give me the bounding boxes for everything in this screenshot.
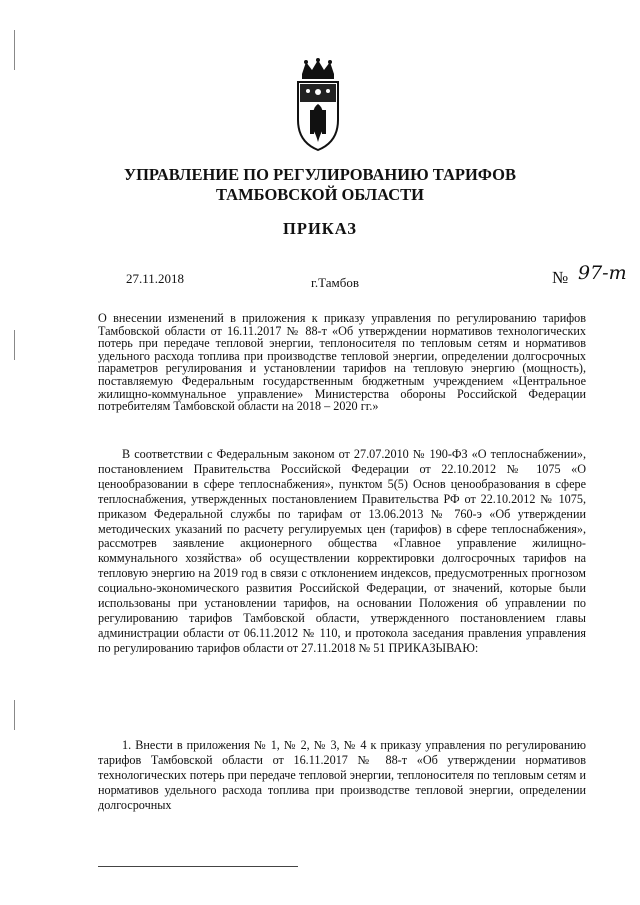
document-number-handwritten: 97-т: [578, 262, 627, 284]
order-item-1: 1. Внести в приложения № 1, № 2, № 3, № 4 к приказу управления по регулированию тарифов Тамбовской области от 16.11.2017 № 88-т «Об утверждении нормативов технологических потерь при передаче тепловой энергии, теплоносителя по тепловым сетям и нормативов удельного расхода топлива при производстве тепловой энергии, определении долгосрочных: [98, 738, 586, 812]
agency-line-1: УПРАВЛЕНИЕ ПО РЕГУЛИРОВАНИЮ ТАРИФОВ: [123, 165, 517, 184]
agency-line-2: ТАМБОВСКОЙ ОБЛАСТИ: [215, 185, 425, 204]
footer-divider: [98, 866, 298, 867]
document-subject: О внесении изменений в приложения к приказу управления по регулированию тарифов Тамбовской области от 16.11.2017 № 88-т «Об утверждении нормативов технологических потерь при передаче тепловой энергии, теплоносителя по тепловым сетям и нормативов удельного расхода топлива при производстве тепловой энергии, определении долгосрочных параметров регулирования и установлении тарифов на тепловую энергию (мощность), поставляемую Федеральным государственным бюджетным учреждением «Центральное жилищно-коммунальное управление» Министерства обороны Российской Федерации потребителям Тамбовской области на 2018 – 2020 гг.»: [98, 311, 586, 414]
margin-mark: [14, 700, 15, 730]
document-city: г.Тамбов: [311, 275, 359, 290]
document-number-label: №: [552, 268, 569, 287]
document-date: 27.11.2018: [126, 271, 185, 286]
agency-name: [0, 165, 640, 205]
margin-mark: [14, 30, 15, 70]
margin-mark: [14, 330, 15, 360]
document-type: ПРИКАЗ: [283, 219, 357, 238]
coat-of-arms-icon: [288, 58, 348, 158]
preamble-paragraph: В соответствии с Федеральным законом от 27.07.2010 № 190-ФЗ «О теплоснабжении», постановлением Правительства Российской Федерации от 22.10.2012 № 1075 «О ценообразовании в сфере теплоснабжения», пунктом 5(5) Основ ценообразования в сфере теплоснабжения, утвержденных постановлением Правительства РФ от 22.10.2012 № 1075, приказом Федеральной службы по тарифам от 13.06.2013 № 760-э «Об утверждении методических указаний по расчету регулируемых цен (тарифов) в сфере теплоснабжения», рассмотрев заявление акционерного общества «Главное управление жилищно-коммунального хозяйства» об осуществлении корректировки долгосрочных тарифов на тепловую энергию на 2019 год в связи с отклонением индексов, предусмотренных прогнозом социально-экономического развития Российской Федерации, от значений, которые были использованы при установлении тарифов, на основании Положения об управлении по регулированию тарифов Тамбовской области, утвержденного постановлением главы администрации области от 06.11.2012 № 110, и протокола заседания правления управления по регулированию тарифов области от 27.11.2018 № 51 ПРИКАЗЫВАЮ:: [98, 447, 586, 655]
